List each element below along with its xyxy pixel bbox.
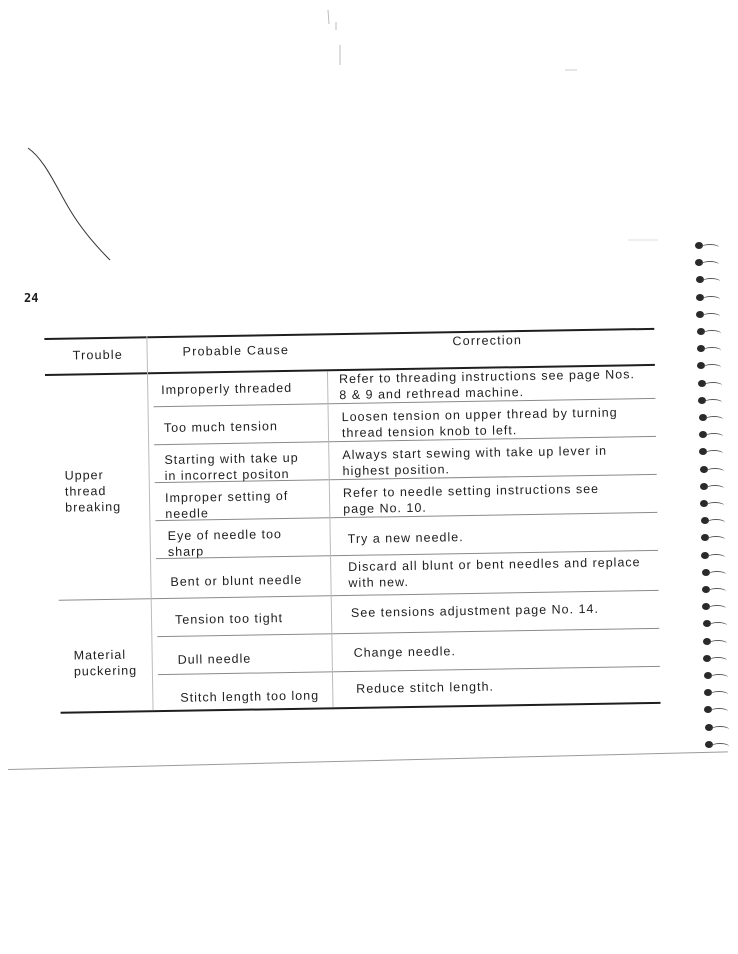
binding-coil <box>697 412 727 424</box>
binding-coil <box>694 292 724 304</box>
correction-cell: Try a new needle. <box>347 530 464 546</box>
header-trouble: Trouble <box>72 347 124 363</box>
correction-cell: Refer to threading instructions see page Nos. 8 & 9 and rethread machine. <box>338 367 636 403</box>
correction-cell: Always start sewing with take up lever in highest position. <box>342 443 608 479</box>
correction-cell: Discard all blunt or bent needles and replace with new. <box>348 555 641 590</box>
table-top-rule <box>44 328 654 340</box>
correction-cell: See tensions adjustment page No. 14. <box>350 601 600 620</box>
binding-coil <box>694 309 724 321</box>
row-divider <box>157 628 659 637</box>
binding-coil <box>698 498 728 510</box>
binding-coil <box>699 550 729 562</box>
cause-cell: Too much tension <box>163 419 278 436</box>
page-number: 24 <box>24 291 39 305</box>
binding-coil <box>695 360 725 372</box>
cause-cell: Bent or blunt needle <box>170 572 303 589</box>
correction-cell: Reduce stitch length. <box>356 679 495 696</box>
cause-cell: Tension too tight <box>174 611 284 627</box>
trouble-material-puckering: Material puckering <box>73 647 138 679</box>
binding-coil <box>696 395 726 407</box>
binding-coil <box>701 618 731 630</box>
binding-coil <box>703 722 733 734</box>
cause-cell: Eye of needle too sharp <box>167 527 283 559</box>
binding-coil <box>701 653 731 665</box>
page-edge-line <box>8 751 728 770</box>
binding-coil <box>693 240 723 252</box>
binding-coil <box>695 326 725 338</box>
column-separator <box>327 371 334 707</box>
row-divider <box>158 666 660 675</box>
cause-cell: Stitch length too long <box>180 688 320 705</box>
troubleshooting-table <box>44 306 671 716</box>
binding-coil <box>699 515 729 527</box>
header-correction: Correction <box>452 333 523 349</box>
binding-coil <box>694 274 724 286</box>
binding-coil <box>697 446 727 458</box>
binding-coil <box>697 429 727 441</box>
correction-cell: Refer to needle setting instructions see page No. 10. <box>342 481 600 517</box>
binding-coil <box>702 670 732 682</box>
binding-coil <box>695 343 725 355</box>
correction-cell: Change needle. <box>353 644 457 660</box>
binding-coil <box>698 464 728 476</box>
binding-coil <box>696 378 726 390</box>
binding-coil <box>700 584 730 596</box>
binding-coil <box>700 567 730 579</box>
cause-cell: Improperly threaded <box>161 380 293 398</box>
cause-cell: Improper setting of needle <box>164 488 289 522</box>
binding-coil <box>700 601 730 613</box>
binding-coil <box>703 739 733 751</box>
binding-coil <box>698 481 728 493</box>
binding-coil <box>702 704 732 716</box>
binding-coil <box>699 532 729 544</box>
binding-coil <box>702 687 732 699</box>
cause-cell: Starting with take up in incorrect positon <box>164 450 299 484</box>
header-probable-cause: Probable Cause <box>182 342 290 359</box>
trouble-upper-thread-breaking: Upper thread breaking <box>64 468 122 515</box>
binding-coil <box>701 636 731 648</box>
binding-coil <box>693 257 723 269</box>
table-bottom-rule <box>61 702 661 714</box>
cause-cell: Dull needle <box>177 651 252 667</box>
column-separator <box>146 336 153 710</box>
group-divider <box>59 590 659 601</box>
spiral-binding <box>693 240 733 760</box>
correction-cell: Loosen tension on upper thread by turning thread tension knob to left. <box>341 405 618 441</box>
